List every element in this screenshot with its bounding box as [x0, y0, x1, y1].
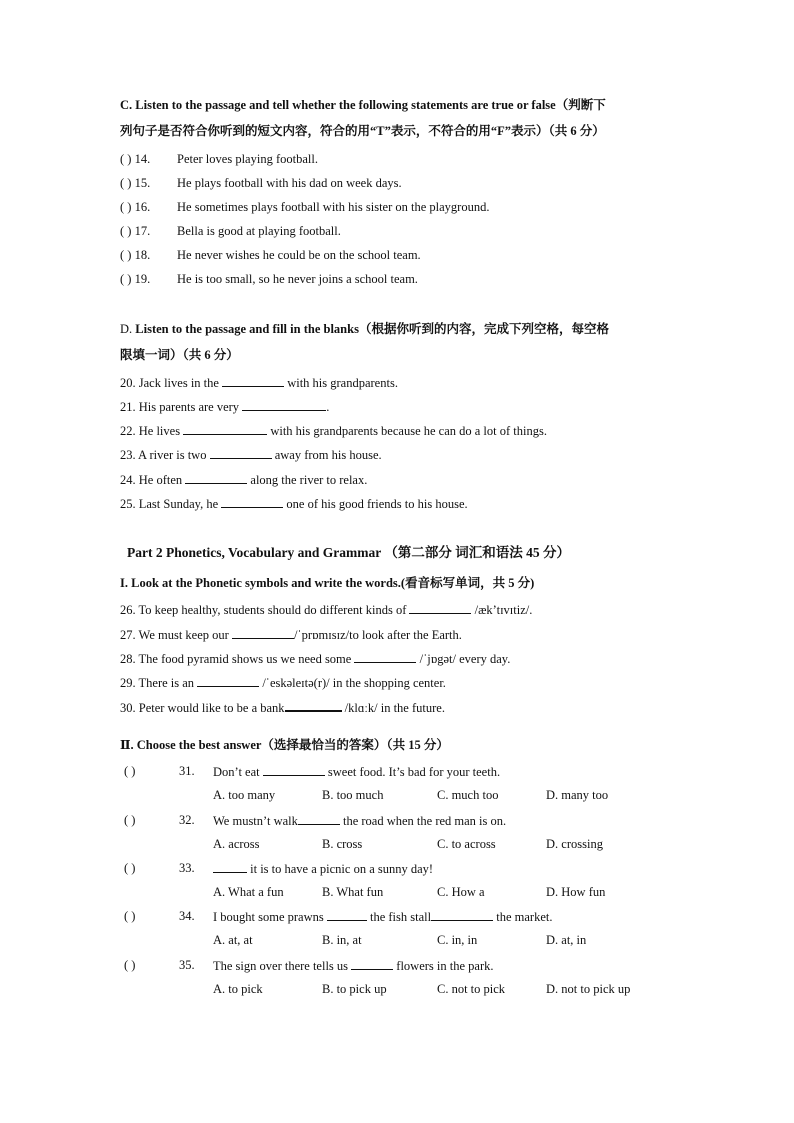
question-stem: [213, 860, 433, 877]
statement-item: [120, 223, 341, 239]
statement-number: ( ) 19.: [120, 272, 151, 286]
phonetic-item: [120, 650, 510, 667]
phonetic-item: [120, 698, 445, 716]
question-number: 31.: [179, 764, 195, 778]
option-a: A. too many: [213, 788, 276, 802]
fill-blank-prefix: 22. He lives: [120, 424, 184, 438]
answer-blank[interactable]: [298, 812, 340, 825]
option-a: A. to pick: [213, 982, 263, 996]
option-a: A. at, at: [213, 933, 253, 947]
statement-text: He never wishes he could be on the school team.: [177, 248, 421, 262]
answer-blank[interactable]: [327, 908, 367, 921]
fill-blank-item: [120, 398, 329, 415]
section-ii-title: Ⅱ. Choose the best answer（选择最恰当的答案）（共 15 分）: [120, 738, 449, 752]
part2-heading: Part 2 Phonetics, Vocabulary and Grammar （第二部分 词汇和语法 45 分）: [127, 545, 570, 560]
phonetic-suffix: /klɑːk/ in the future.: [341, 701, 445, 715]
option-d: D. not to pick up: [546, 982, 631, 996]
fill-blank-suffix: along the river to relax.: [247, 473, 368, 487]
option-b: B. to pick up: [322, 982, 387, 996]
option-d: D. How fun: [546, 885, 606, 899]
statement-number: ( ) 14.: [120, 152, 151, 166]
fill-blank-suffix: with his grandparents.: [284, 376, 398, 390]
option-c: C. not to pick: [437, 982, 506, 996]
phonetic-prefix: 26. To keep healthy, students should do different kinds of: [120, 603, 410, 617]
question-stem: [213, 763, 500, 780]
fill-blank-prefix: 24. He often: [120, 473, 186, 487]
stem-suffix: flowers in the park.: [393, 959, 494, 973]
phonetic-suffix: /ˈeskəleɪtə(r)/ in the shopping center.: [259, 676, 446, 690]
fill-blank-prefix: 20. Jack lives in the: [120, 376, 223, 390]
fill-blank-prefix: 23. A river is two: [120, 448, 210, 462]
statement-text: He sometimes plays football with his sister on the playground.: [177, 200, 490, 214]
answer-blank[interactable]: [263, 763, 325, 776]
option-a: A. What a fun: [213, 885, 284, 899]
statement-text: He is too small, so he never joins a school team.: [177, 272, 418, 286]
option-d: D. at, in: [546, 933, 587, 947]
answer-blank[interactable]: [431, 908, 493, 921]
stem-prefix: Don’t eat: [213, 765, 263, 779]
option-d: D. crossing: [546, 837, 603, 851]
stem-middle: the fish stall: [366, 910, 432, 924]
fill-blank-item: [120, 471, 367, 488]
fill-blank-item: [120, 422, 547, 439]
phonetic-suffix: /ˈjɒgət/ every day.: [416, 652, 511, 666]
answer-blank[interactable]: [242, 398, 326, 411]
phonetic-prefix: 30. Peter would like to be a bank: [120, 701, 285, 715]
section-d-label: D.: [120, 322, 136, 336]
answer-blank[interactable]: [183, 422, 267, 435]
statement-item: [120, 199, 489, 215]
statement-number: ( ) 17.: [120, 224, 151, 238]
fill-blank-suffix: with his grandparents because he can do a lot of things.: [267, 424, 547, 438]
stem-prefix: The sign over there tells us: [213, 959, 352, 973]
stem-suffix: sweet food. It’s bad for your teeth.: [324, 765, 501, 779]
fill-blank-prefix: 25. Last Sunday, he: [120, 497, 222, 511]
phonetic-item: [120, 626, 462, 643]
stem-prefix: We mustn’t walk: [213, 814, 298, 828]
answer-blank[interactable]: [409, 601, 471, 614]
statement-text: Peter loves playing football.: [177, 152, 318, 166]
option-c: C. much too: [437, 788, 499, 802]
option-c: C. How a: [437, 885, 485, 899]
section-i-title: I. Look at the Phonetic symbols and write the words.(看音标写单词，共 5 分): [120, 576, 535, 590]
option-c: C. to across: [437, 837, 496, 851]
statement-number: ( ) 15.: [120, 176, 151, 190]
answer-paren[interactable]: ( ): [124, 958, 136, 972]
option-c: C. in, in: [437, 933, 478, 947]
fill-blank-item: [120, 374, 398, 391]
phonetic-prefix: 29. There is an: [120, 676, 198, 690]
answer-paren[interactable]: ( ): [124, 813, 136, 827]
fill-blank-suffix: away from his house.: [271, 448, 382, 462]
stem-suffix: the market.: [493, 910, 553, 924]
statement-item: [120, 151, 318, 167]
option-a: A. across: [213, 837, 260, 851]
answer-blank[interactable]: [232, 626, 294, 639]
answer-blank[interactable]: [185, 471, 247, 484]
answer-paren[interactable]: ( ): [124, 909, 136, 923]
question-number: 35.: [179, 958, 195, 972]
answer-blank[interactable]: [197, 674, 259, 687]
section-d-title-text: Listen to the passage and fill in the blanks（根据你听到的内容，完成下列空格，每空格: [135, 322, 609, 336]
fill-blank-prefix: 21. His parents are very: [120, 400, 243, 414]
question-number: 34.: [179, 909, 195, 923]
phonetic-suffix: /æk’tɪvɪtiz/.: [471, 603, 533, 617]
question-number: 33.: [179, 861, 195, 875]
phonetic-suffix: /ˈprɒmɪsɪz/to look after the Earth.: [293, 628, 462, 642]
answer-blank[interactable]: [354, 650, 416, 663]
statement-text: He plays football with his dad on week days.: [177, 176, 402, 190]
option-b: B. too much: [322, 788, 384, 802]
statement-text: Bella is good at playing football.: [177, 224, 341, 238]
answer-blank[interactable]: [285, 698, 342, 712]
question-stem: [213, 957, 494, 974]
statement-number: ( ) 16.: [120, 200, 151, 214]
stem-suffix: the road when the red man is on.: [339, 814, 507, 828]
section-d-title-line1: [120, 321, 609, 337]
statement-item: [120, 247, 421, 263]
stem-prefix: I bought some prawns: [213, 910, 327, 924]
option-b: B. cross: [322, 837, 363, 851]
option-b: B. in, at: [322, 933, 362, 947]
phonetic-prefix: 27. We must keep our: [120, 628, 232, 642]
answer-paren[interactable]: ( ): [124, 861, 136, 875]
phonetic-item: [120, 674, 446, 691]
question-stem: [213, 812, 506, 829]
fill-blank-suffix: .: [326, 400, 330, 414]
fill-blank-suffix: one of his good friends to his house.: [283, 497, 468, 511]
fill-blank-item: [120, 495, 468, 512]
answer-blank[interactable]: [213, 860, 247, 873]
statement-item: [120, 175, 402, 191]
answer-blank[interactable]: [221, 495, 283, 508]
answer-paren[interactable]: ( ): [124, 764, 136, 778]
phonetic-item: [120, 601, 532, 618]
section-c-title-line1: C. Listen to the passage and tell whether the following statements are true or false（判断下: [120, 98, 606, 112]
option-d: D. many too: [546, 788, 609, 802]
statement-item: [120, 271, 418, 287]
option-b: B. What fun: [322, 885, 384, 899]
answer-blank[interactable]: [210, 446, 272, 459]
section-c-title-line2: 列句子是否符合你听到的短文内容，符合的用“T”表示，不符合的用“F”表示）（共 6 分）: [120, 124, 605, 138]
stem-suffix: it is to have a picnic on a sunny day!: [247, 862, 434, 876]
fill-blank-item: [120, 446, 382, 463]
question-stem: [213, 908, 552, 925]
answer-blank[interactable]: [222, 374, 284, 387]
question-number: 32.: [179, 813, 195, 827]
statement-number: ( ) 18.: [120, 248, 151, 262]
section-d-title-line2: 限填一词）（共 6 分）: [120, 348, 239, 362]
phonetic-prefix: 28. The food pyramid shows us we need some: [120, 652, 355, 666]
answer-blank[interactable]: [351, 957, 393, 970]
